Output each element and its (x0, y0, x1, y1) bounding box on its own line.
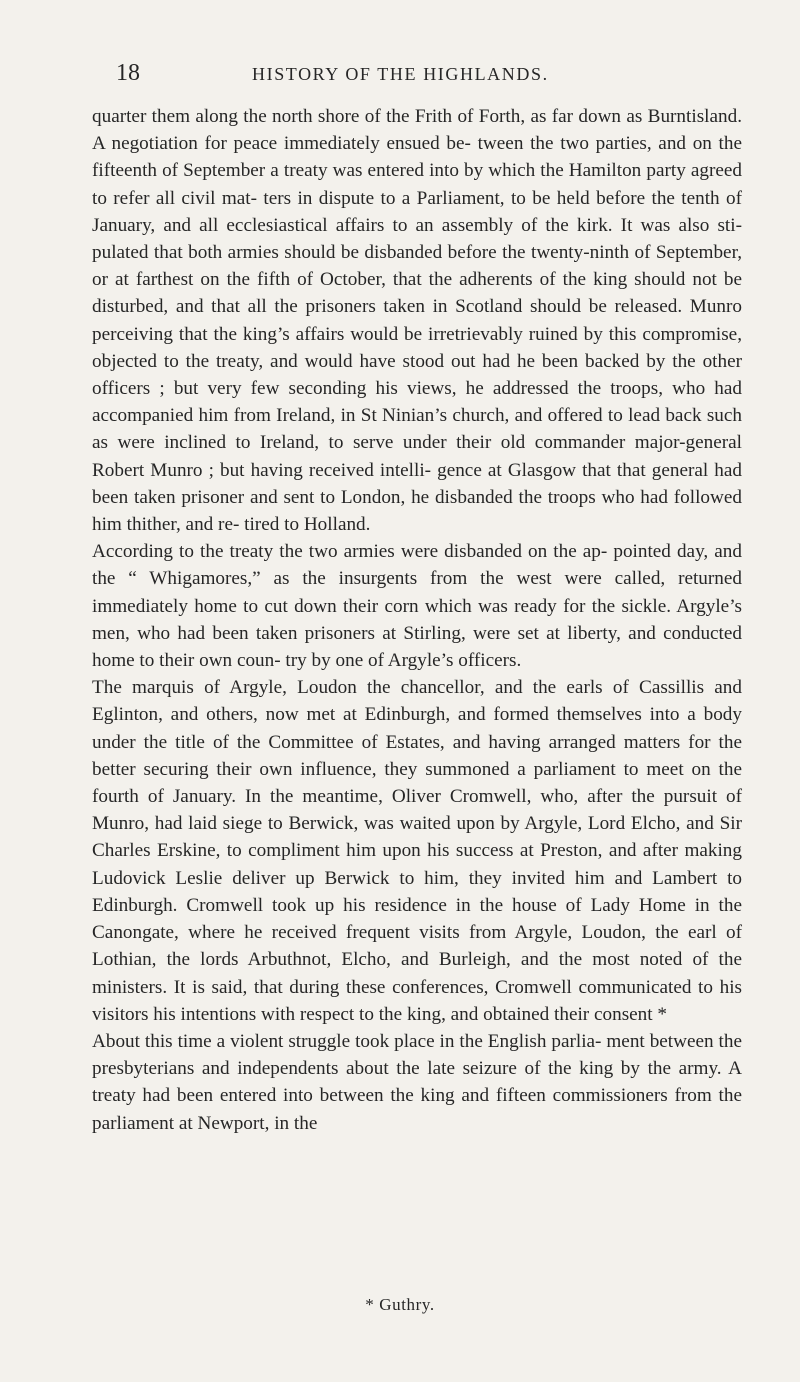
paragraph-3: The marquis of Argyle, Loudon the chancellor, and the earls of Cassillis and Eglinton, and others, now met at Edinburgh, and formed themselves into a body under the title of the Committee of Estates, and having arranged matters for the better securing their own influence, they summoned a parliament to meet on the fourth of January. In the meantime, Oliver Cromwell, who, after the pursuit of Munro, had laid siege to Berwick, was waited upon by Argyle, Lord Elcho, and Sir Charles Erskine, to compliment him upon his success at Preston, and after making Ludovick Leslie deliver up Berwick to him, they invited him and Lambert to Edinburgh. Cromwell took up his residence in the house of Lady Home in the Canongate, where he received frequent visits from Argyle, Loudon, the earl of Lothian, the lords Arbuthnot, Elcho, and Burleigh, and the most noted of the ministers. It is said, that during these conferences, Cromwell communicated to his visitors his intentions with respect to the king, and obtained their consent * (92, 677, 742, 1025)
paragraph-2: According to the treaty the two armies were disbanded on the ap- pointed day, and the “ Whigamores,” as the insurgents from the west were called, returned immediately home to cut down their corn which was ready for the sickle. Argyle’s men, who had been taken prisoners at Stirling, were set at liberty, and conducted home to their own coun- try by one of Argyle’s officers. (92, 541, 742, 672)
page-number: 18 (116, 60, 140, 86)
paragraph-4: About this time a violent struggle took place in the English parlia- ment between the presbyterians and independents about the late seizure of the king by the army. A treaty had been entered into between the king and fifteen commissioners from the parliament at Newport, in the (92, 1030, 742, 1134)
footnote: * Guthry. (365, 1295, 435, 1314)
running-title: HISTORY OF THE HIGHLANDS. (252, 64, 549, 84)
body-text (92, 103, 742, 1137)
page-header (92, 58, 742, 98)
paragraph-1: quarter them along the north shore of the Frith of Forth, as far down as Burntisland. A negotiation for peace immediately ensued be- tween the two parties, and on the fifteenth of September a treaty was entered into by which the Hamilton party agreed to refer all civil mat- ters in dispute to a Parliament, to be held before the tenth of January, and all ecclesiastical affairs to an assembly of the kirk. It was also sti- pulated that both armies should be disbanded before the twenty-ninth of September, or at farthest on the fifth of October, that the adherents of the king should not be disturbed, and that all the prisoners taken in Scotland should be released. Munro perceiving that the king’s affairs would be irretrievably ruined by this compromise, objected to the treaty, and would have stood out had he been backed by the other officers ; but very few seconding his views, he addressed the troops, who had accompanied him from Ireland, in St Ninian’s church, and offered to lead back such as were inclined to Ireland, to serve under their old commander major-general Robert Munro ; but having received intelli- gence at Glasgow that that general had been taken prisoner and sent to London, he disbanded the troops who had followed him thither, and re- tired to Holland. (92, 106, 742, 536)
